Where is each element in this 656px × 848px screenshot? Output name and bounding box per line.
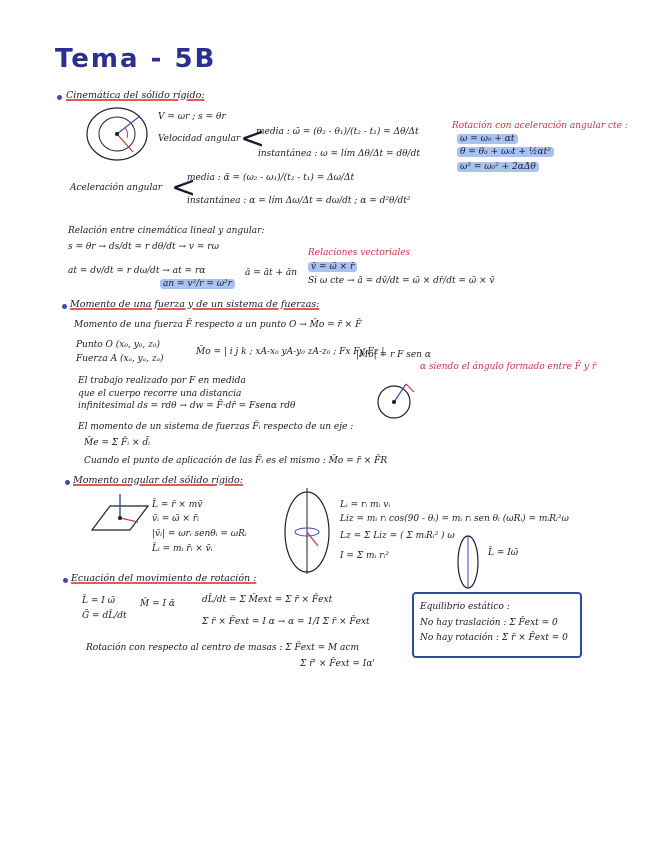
page-title: Tema - 5B — [55, 44, 217, 74]
punto-o: Punto O (x₀, y₀, z₀) — [76, 340, 160, 350]
force-circle-diagram — [372, 378, 418, 424]
acel-media: media : ᾱ = (ω₂ - ω₁)/(t₂ - t₁) = Δω/Δt — [187, 173, 355, 183]
momentum-plane-diagram — [90, 492, 150, 542]
eq-3: M̄ = I ᾱ — [140, 599, 175, 609]
section-header-moment: Momento de una fuerza y de un sistema de fuerzas: — [70, 299, 320, 310]
acel-inst: instantánea : α = lím Δω/Δt = dω/dt ; α = d²θ/dt² — [187, 196, 411, 206]
vel-inst: instantánea : ω = lím Δθ/Δt = dθ/dt — [258, 149, 420, 159]
rot-eq1: ω = ω₀ + αt — [457, 134, 518, 145]
modulo: |M̄o| = r F sen α — [356, 350, 431, 360]
moment-def: Momento de una fuerza F̄ respecto a un punto O → M̄o = r̄ × F̄ — [74, 320, 362, 330]
lineal-an: an = v²/r = ω²r — [160, 279, 235, 290]
alpha-note: α siendo el ángulo formado entre F̄ y r̄ — [420, 362, 597, 372]
rot-eq3: ω² = ω₀² + 2αΔθ — [457, 162, 539, 173]
rotating-disk-diagram — [85, 104, 155, 164]
section-bullet — [62, 304, 67, 309]
section-header-kinematics: Cinemática del sólido rígido: — [66, 90, 205, 101]
masas-2: Σ r̄' × F̄ext = Iα' — [300, 659, 375, 669]
rot-eq2: θ = θ₀ + ω₀t + ½αt² — [457, 147, 554, 158]
Liz-2: Liz = mᵢ rᵢ cos(90 - θᵢ) = mᵢ rᵢ sen θᵢ (ωRᵢ) = mᵢRᵢ²ω — [340, 514, 569, 524]
Li-vec: L̄ᵢ = mᵢ r̄ᵢ × v̄ᵢ — [152, 544, 213, 554]
Li-mod: |v̄ᵢ| = ωrᵢ senθᵢ = ωRᵢ — [152, 529, 247, 539]
lineal-title: Relación entre cinemática lineal y angular: — [68, 226, 265, 236]
Li-def: v̄ᵢ = ω̄ × r̄ᵢ — [152, 514, 199, 524]
oval-axis-diagram — [456, 534, 480, 590]
rigid-body-axis-diagram — [282, 486, 332, 576]
masas: Rotación con respecto al centro de masas : Σ F̄ext = M acm — [86, 643, 359, 653]
equilibrio-1: No hay traslación : Σ F̄ext = 0 — [420, 618, 558, 628]
equilibrio-title: Equilibrio estático : — [420, 602, 510, 612]
eq-1: L̄ = I ω̄ — [82, 596, 115, 606]
equilibrio-2: No hay rotación : Σ r̄ × F̄ext = 0 — [420, 633, 568, 643]
Liz-3: Lz = Σ Liz = ( Σ mᵢRᵢ² ) ω — [340, 531, 455, 541]
trabajo-1: El trabajo realizado por F en medida — [78, 376, 246, 386]
section-header-angular-momentum: Momento angular del sólido rígido: — [73, 475, 243, 486]
vel-angular-label: Velocidad angular — [158, 134, 241, 144]
vel-media: media : ω̄ = (θ₂ - θ₁)/(t₂ - t₁) = Δθ/Δt — [256, 127, 419, 137]
acel-angular-label: Aceleración angular — [70, 183, 162, 193]
eq-4: dL̄/dt = Σ M̄ext = Σ r̄ × F̄ext — [202, 595, 333, 605]
L-def: L̄ = r̄ × mv̄ — [152, 500, 203, 510]
v-relations: V = ωr ; s = θr — [158, 112, 226, 122]
vect-v: v̄ = ω̄ × r̄ — [308, 262, 357, 273]
mismo: Cuando el punto de aplicación de las F̄ᵢ es el mismo : M̄o = r̄ × F̄R — [84, 456, 388, 466]
trabajo-2: que el cuerpo recorre una distancia — [78, 389, 242, 399]
trabajo-3: infinitesimal ds = rdθ → dw = F̄·dr̄ = Fsenα rdθ — [78, 401, 296, 411]
determinant: M̄o = | i j k ; xA-x₀ yA-y₀ zA-z₀ ; Fx Fy Fz | — [196, 347, 385, 357]
section-bullet — [57, 95, 62, 100]
Liz-1: Lᵢ = rᵢ mᵢ vᵢ — [340, 500, 391, 510]
eq-5: Σ r̄ × F̄ext = I α → α = 1/I Σ r̄ × F̄ext — [202, 617, 370, 627]
lineal-a: ā = āt + ān — [245, 268, 298, 278]
vect-a: Si ω cte → ā = dv̄/dt = ω̄ × dr̄/dt = ω̄ × v̄ — [308, 276, 495, 286]
lineal-s: s = θr → ds/dt = r dθ/dt → v = rω — [68, 242, 219, 252]
section-header-rotation: Ecuación del movimiento de rotación : — [71, 573, 257, 584]
brace: < — [171, 170, 197, 205]
rot-const-title: Rotación con aceleración angular cte : — [452, 121, 628, 131]
eq-2: Ḡ = dL̄/dt — [82, 611, 127, 621]
inertia: I = Σ mᵢ rᵢ² — [340, 551, 389, 561]
section-bullet — [63, 578, 68, 583]
eje-eq: M̄e = Σ F̄ᵢ × d̄ᵢ — [84, 438, 150, 448]
vect-title: Relaciones vectoriales — [308, 248, 411, 258]
fuerza-a: Fuerza A (xₐ, yₐ, zₐ) — [76, 354, 164, 364]
section-bullet — [65, 480, 70, 485]
lineal-at: at = dv/dt = r dω/dt → at = rα — [68, 266, 206, 276]
brace: < — [240, 121, 266, 156]
L-Iw: L̄ = Iω̄ — [488, 548, 519, 558]
eje-title: El momento de un sistema de fuerzas F̄ᵢ respecto de un eje : — [78, 422, 354, 432]
